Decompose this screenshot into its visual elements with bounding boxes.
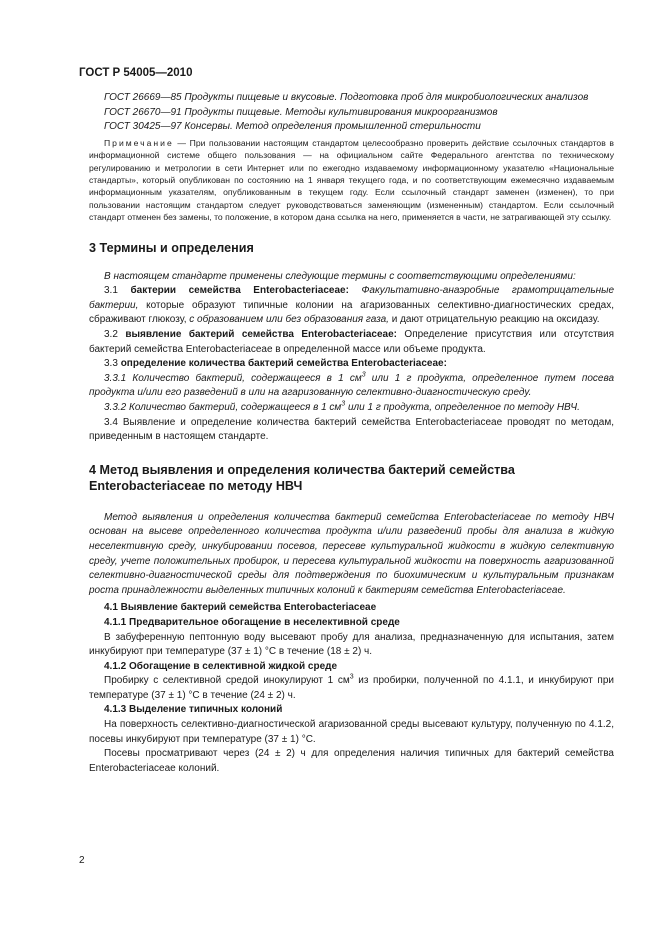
document-body	[89, 91, 614, 776]
term-3-3-1	[89, 372, 614, 401]
superscript-3: 3	[349, 673, 354, 681]
term-3-3-2-b: или 1 г продукта, определенное по методу НВЧ.	[345, 401, 580, 413]
term-3-3-1-a: 3.3.1 Количество бактерий, содержащееся в 1 см	[104, 372, 362, 384]
term-3-1-term: бактерии семейства Enterobacteriaceae:	[130, 285, 349, 297]
paragraph-4-1-2-b: из пробирки, полученной по 4.1.1, и инкубируют при температуре (37 ± 1) °С в течение (24 ± 2) ч.	[89, 675, 614, 701]
subsection-4-1-2: 4.1.2 Обогащение в селективной жидкой среде	[104, 660, 338, 672]
section-3-title: 3 Термины и определения	[89, 240, 254, 255]
section-4-title: 4 Метод выявления и определения количества бактерий семейства Enterobacteriaceae по методу НВЧ	[89, 462, 515, 493]
term-3-3-term: определение количества бактерий семейства Enterobacteriaceae:	[120, 358, 447, 370]
subsection-4-1-3: 4.1.3 Выделение типичных колоний	[104, 704, 283, 716]
term-3-3	[89, 357, 614, 372]
paragraph-4-1-1: В забуференную пептонную воду высевают пробу для анализа, предназначенную для испытания, затем инкубируют при температуре (37 ± 1) °С в течение (18 ± 2) ч.	[89, 631, 614, 658]
term-3-1	[89, 284, 614, 328]
term-3-3-1-b: или 1 г продукта, определенное путем посева продукта и/или его разведений в или на агаризованную селективно-диагностическую среду.	[89, 372, 615, 399]
note-paragraph	[89, 137, 614, 224]
section-4-intro: Метод выявления и определения количества бактерий семейства Enterobacteriaceae по методу НВЧ основан на высеве определенного количества продукта и/или разведений пробы для анализа в жидкую неселективную среду, инкубировании посевов, пересеве культуральной жидкости в жидкую селективную среду, учете положительных пробирок, и пересева культуральной жидкости на поверхность агаризованной селективно-диагностической среды для подтверждения по биохимическим и культуральным признакам роста принадлежности выделенных типичных колоний к бактериям семейства Enterobacteriaceae.	[89, 511, 614, 596]
term-3-3-2	[89, 401, 614, 416]
document-header: ГОСТ Р 54005—2010	[79, 67, 193, 79]
superscript-3: 3	[341, 400, 346, 408]
paragraph-4-1-2	[89, 674, 614, 703]
paragraph-4-1-3-a: На поверхность селективно-диагностической агаризованной среды высевают культуру, полученную по 4.1.2, посевы инкубируют при температуре (37 ± 1) °С.	[89, 719, 614, 745]
term-3-1-def-c: с образованием или без образования газа,	[186, 314, 389, 326]
page-number: 2	[79, 855, 85, 866]
paragraph-4-1-3-b: Посевы просматривают через (24 ± 2) ч для определения наличия типичных для бактерий семейства Enterobacteriaceae колоний.	[89, 748, 614, 774]
term-3-1-def-d: и дают отрицательную реакцию на оксидазу.	[388, 314, 600, 326]
term-3-1-def-b: которые образуют типичные колонии на агаризованных селективно-диагностических средах, сбраживают глюкозу,	[89, 299, 614, 326]
term-3-3-2-a: 3.3.2 Количество бактерий, содержащееся в 1 см	[104, 401, 342, 413]
term-3-1-def-a: Факультативно-анаэробные грамотрицательные бактерии,	[89, 285, 615, 311]
superscript-3: 3	[361, 371, 366, 379]
term-3-1-number: 3.1	[104, 285, 118, 297]
term-3-3-number: 3.3	[104, 358, 118, 370]
term-3-2-number: 3.2	[104, 329, 118, 340]
reference-gost-30425: ГОСТ 30425—97 Консервы. Метод определения промышленной стерильности	[104, 121, 481, 133]
note-label: Примечание	[104, 137, 174, 148]
term-3-2	[89, 328, 614, 357]
term-3-2-def: Определение присутствия или отсутствия бактерий семейства Enterobacteriaceae в определенной массе или объеме продукта.	[89, 329, 614, 355]
subsection-4-1: 4.1 Выявление бактерий семейства Enterobacteriaceae	[104, 602, 377, 614]
note-text: — При пользовании настоящим стандартом целесообразно проверить действие ссылочных стандартов в информационной системе общего пользования — на официальном сайте Федерального агентства по техническому регулированию и метрологии в сети Интернет или по ежегодно издаваемому информационному указателю «Национальные стандарты», который опубликован по состоянию на 1 января текущего года, и по соответствующим ежемесячно издаваемым информационным указателям, опубликованным в текущем году. Если ссылочный стандарт заменен (изменен), то при пользовании настоящим стандартом следует руководствоваться заменяющим (измененным) стандартом. Если ссылочный стандарт отменен без замены, то положение, в котором дана ссылка на него, применяется в части, не затрагивающей эту ссылку.	[89, 137, 614, 223]
section-3-intro: В настоящем стандарте применены следующие термины с соответствующими определениями:	[104, 270, 576, 282]
term-3-2-term: выявление бактерий семейства Enterobacteriaceae:	[125, 329, 397, 340]
reference-gost-26670: ГОСТ 26670—91 Продукты пищевые. Методы культивирования микроорганизмов	[104, 106, 498, 118]
subsection-4-1-1: 4.1.1 Предварительное обогащение в неселективной среде	[104, 616, 400, 628]
paragraph-3-4: 3.4 Выявление и определение количества бактерий семейства Enterobacteriaceae проводят по методам, приведенным в настоящем стандарте.	[89, 416, 614, 443]
reference-gost-26669: ГОСТ 26669—85 Продукты пищевые и вкусовые. Подготовка проб для микробиологических анализов	[104, 92, 589, 103]
paragraph-4-1-2-a: Пробирку с селективной средой инокулируют 1 см	[104, 675, 350, 687]
